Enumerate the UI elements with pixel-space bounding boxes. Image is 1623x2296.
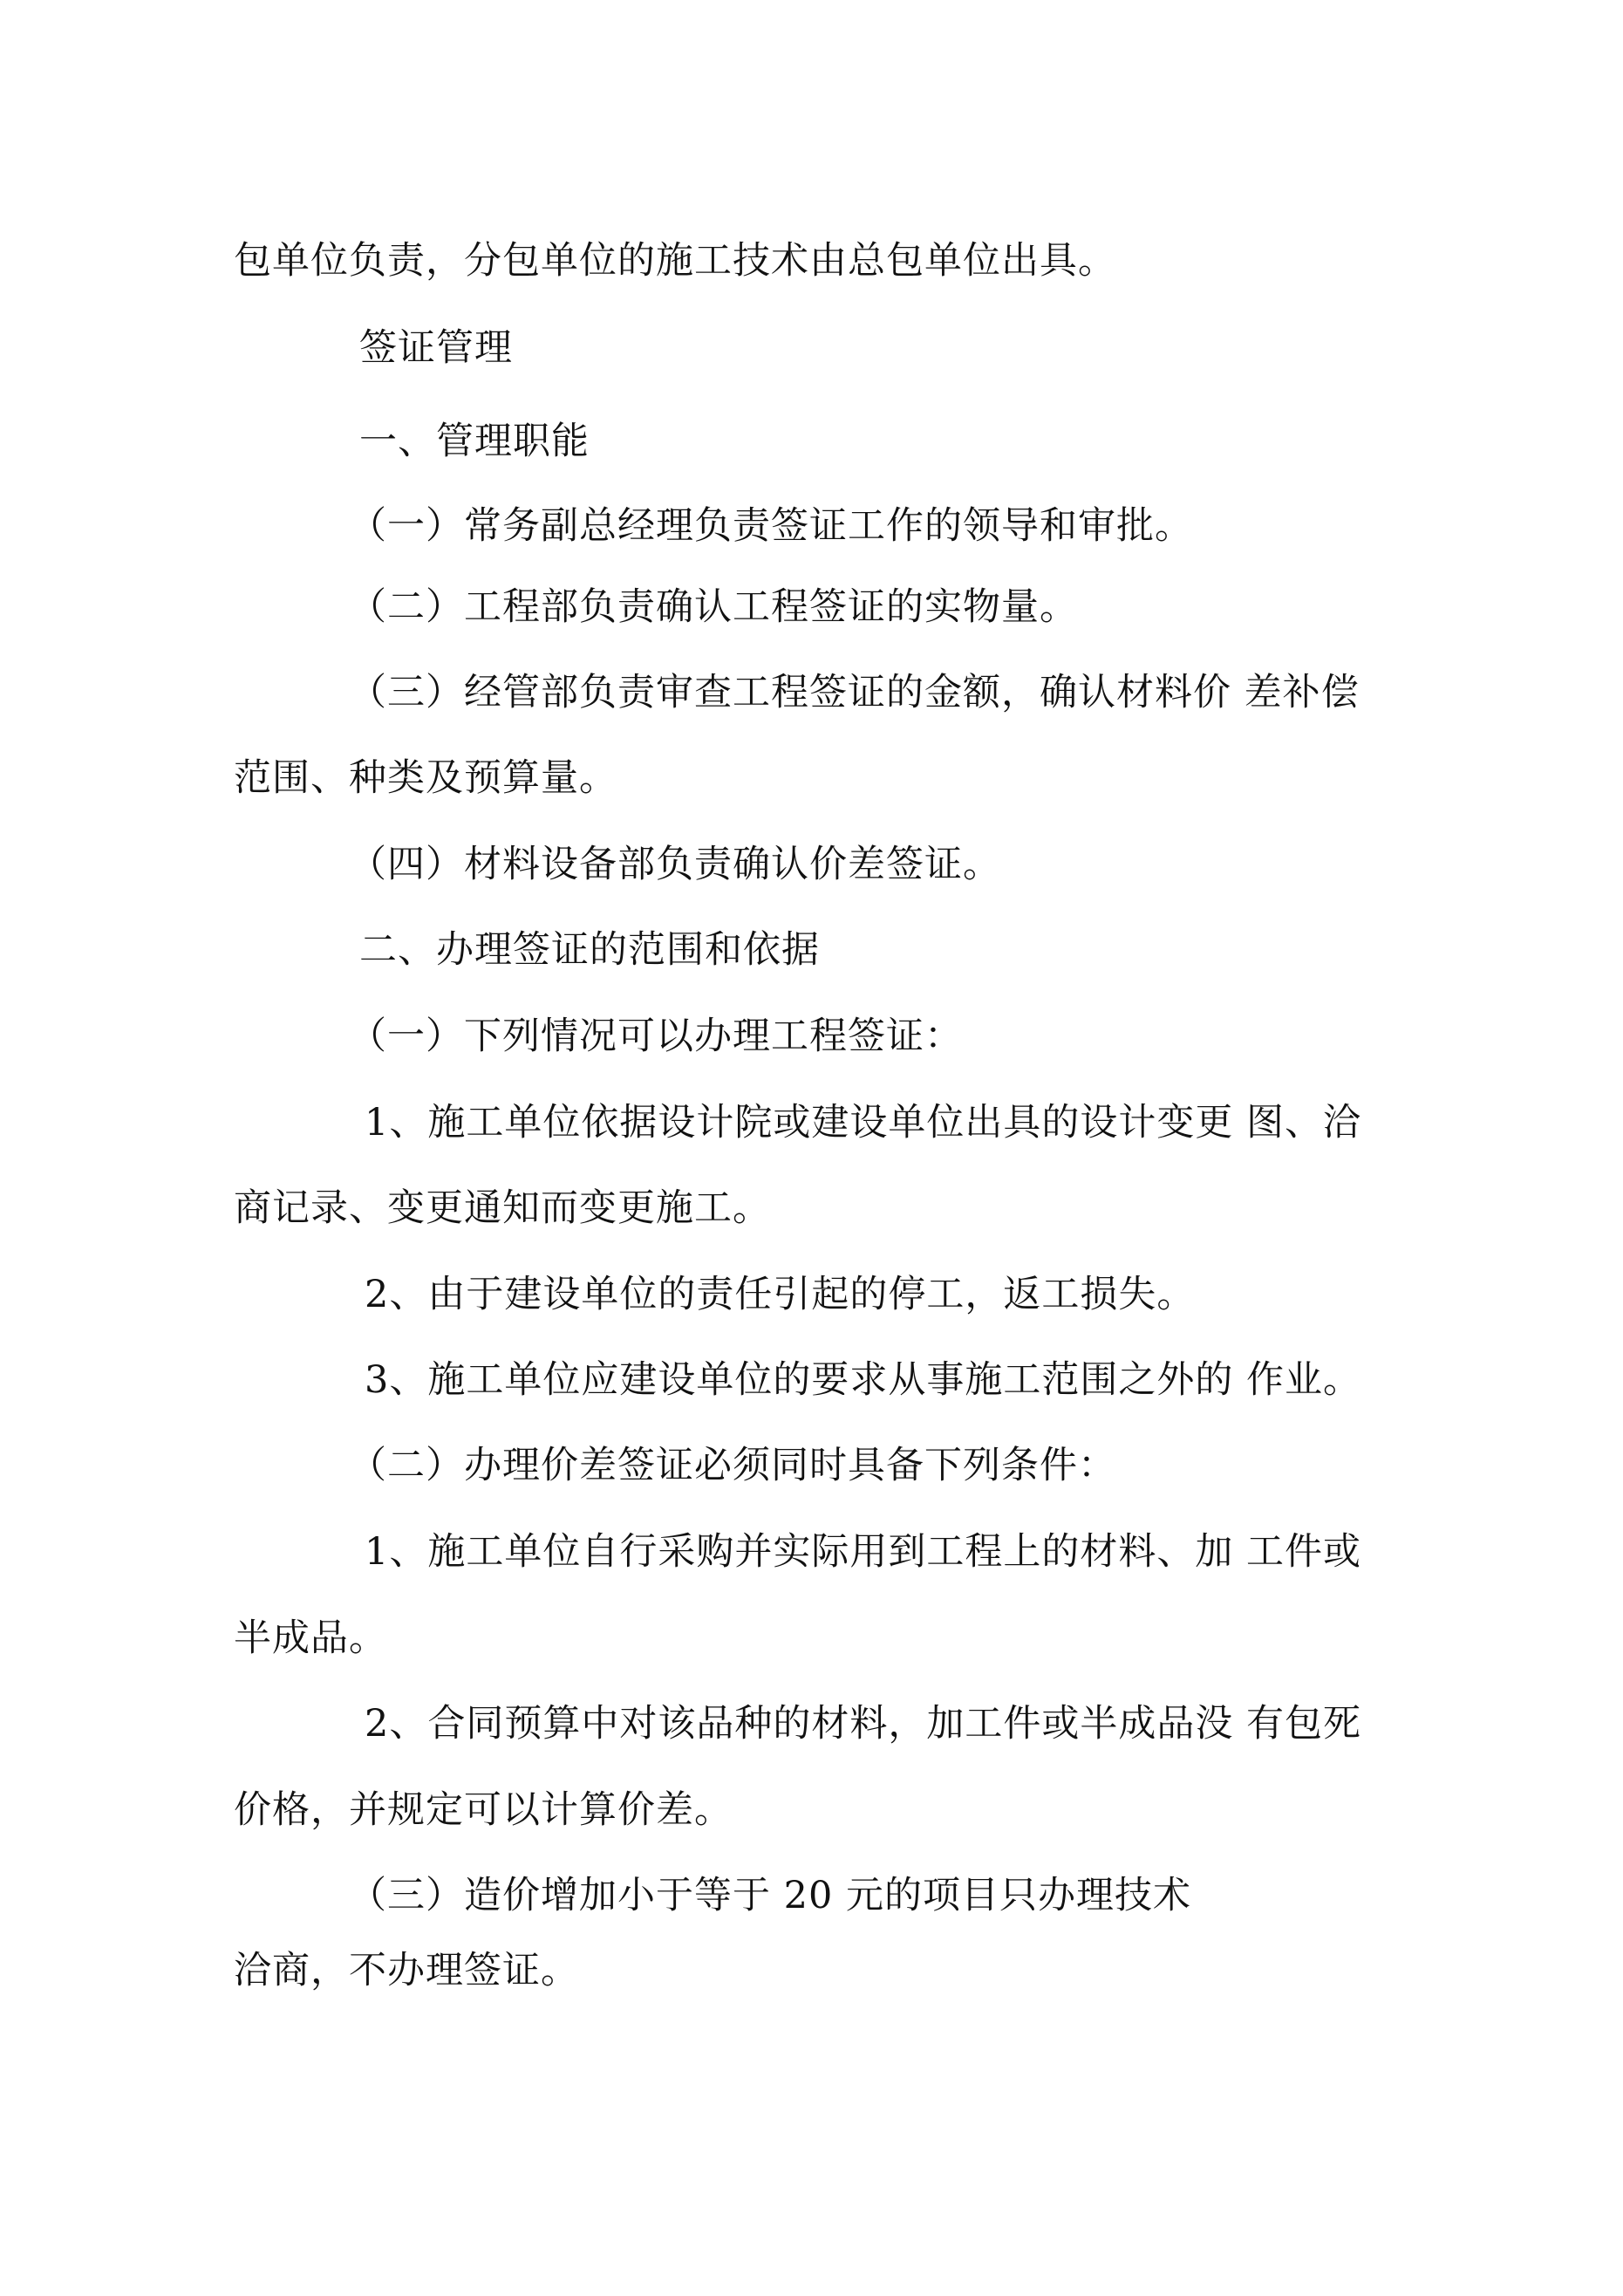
list-item: （二）办理价差签证必须同时具备下列条件：: [349, 1444, 1116, 1487]
list-item: 2、由于建设单位的责任引起的停工，返工损失。: [365, 1273, 1196, 1316]
list-item: （一）下列情况可以办理工程签证：: [349, 1015, 963, 1058]
paragraph-line: 半成品。: [234, 1616, 387, 1660]
list-item: 3、施工单位应建设单位的要求从事施工范围之外的 作业。: [365, 1358, 1362, 1402]
paragraph-line: 商记录、变更通知而变更施工。: [234, 1186, 771, 1230]
section-heading: 一、管理职能: [359, 420, 590, 463]
paragraph-line: 包单位负责，分包单位的施工技术由总包单位出具。: [234, 239, 1116, 283]
list-item: 1、施工单位自行采购并实际用到工程上的材料、加 工件或: [365, 1530, 1362, 1574]
list-item: （二）工程部负责确认工程签证的实物量。: [349, 585, 1078, 629]
list-item: （三）造价增加小于等于 20 元的项目只办理技术: [349, 1874, 1192, 1917]
list-item: 1、施工单位依据设计院或建设单位出具的设计变更 图、洽: [365, 1101, 1362, 1145]
section-heading: 二、办理签证的范围和依据: [359, 928, 820, 972]
paragraph-line: 范围、种类及预算量。: [234, 756, 617, 800]
list-item: （四）材料设备部负责确认价差签证。: [349, 843, 1001, 886]
paragraph-line: 价格，并规定可以计算价差。: [234, 1788, 733, 1832]
paragraph-line: 洽商，不办理签证。: [234, 1949, 579, 1992]
list-item: （三）经管部负责审查工程签证的金额，确认材料价 差补偿: [349, 671, 1360, 714]
list-item: （一）常务副总经理负责签证工作的领导和审批。: [349, 504, 1193, 548]
section-heading: 签证管理: [359, 326, 513, 370]
list-item: 2、合同预算中对该品种的材料，加工件或半成品没 有包死: [365, 1702, 1362, 1746]
